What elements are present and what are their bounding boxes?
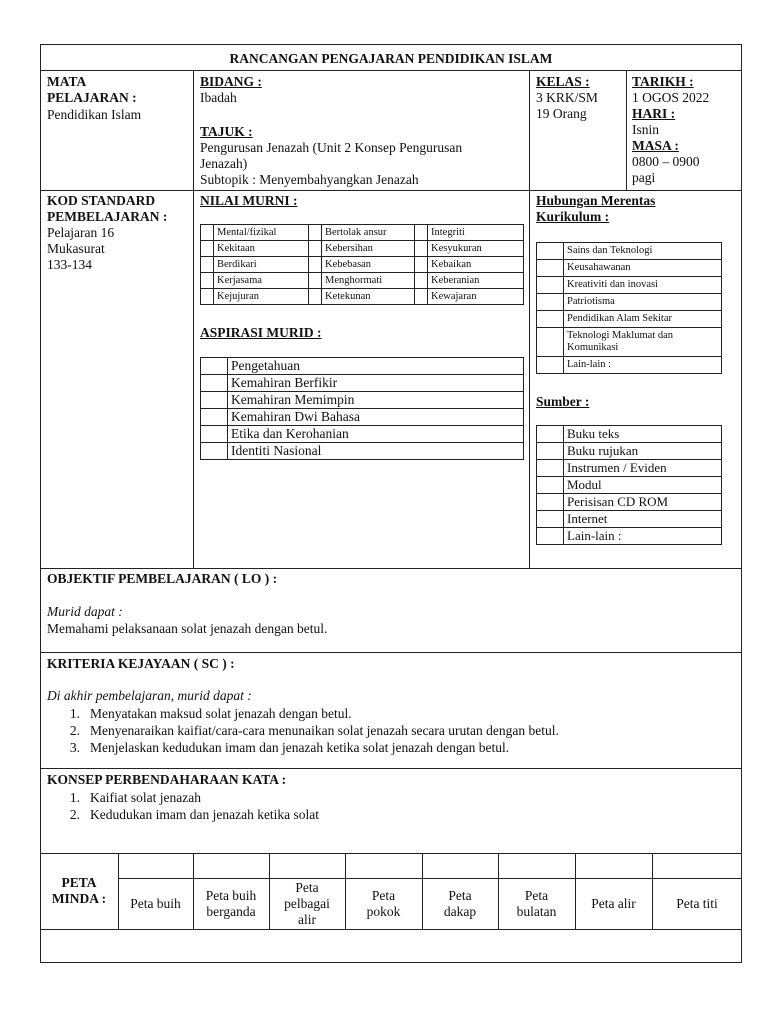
hari-value: Isnin	[632, 122, 659, 137]
aspirasi-murid-label: ASPIRASI MURID :	[200, 325, 322, 340]
table-row: Perisisan CD ROM	[537, 494, 722, 511]
peta-dakap-cell: Peta dakap	[443, 887, 477, 919]
table-row: Mental/fizikal Bertolak ansur Integriti	[201, 225, 524, 241]
peta-bulatan-cell: Peta bulatan	[516, 887, 557, 919]
list-item: 2. Kedudukan imam dan jenazah ketika solat	[69, 807, 320, 822]
tajuk-label: TAJUK :	[200, 124, 253, 139]
kriteria-list	[58, 705, 559, 756]
table-row: Etika dan Kerohanian	[201, 426, 524, 443]
tarikh-label: TARIKH :	[632, 74, 694, 89]
list-item: 3. Menjelaskan kedudukan imam dan jenazah ketika solat jenazah dengan betul.	[69, 740, 510, 755]
table-row: Kreativiti dan inovasi	[537, 277, 722, 294]
peta-alir-cell: Peta alir	[591, 895, 636, 911]
kelas-label: KELAS :	[536, 74, 590, 89]
divider	[40, 568, 742, 569]
table-row: Patriotisma	[537, 294, 722, 311]
bidang-value: Ibadah	[200, 90, 237, 105]
peta-pokok-cell: Peta pokok	[366, 887, 401, 919]
peta-buih-berganda-cell: Peta buih berganda	[205, 887, 257, 919]
divider	[40, 929, 742, 930]
masa-value-2: pagi	[632, 170, 656, 185]
mata-pelajaran-label: MATA PELAJARAN :	[47, 74, 137, 105]
table-row: Kekitaan Kebersihan Kesyukuran	[201, 241, 524, 257]
masa-label: MASA :	[632, 138, 679, 153]
konsep-list	[58, 789, 319, 823]
table-row: Kemahiran Dwi Bahasa	[201, 409, 524, 426]
page-title: RANCANGAN PENGAJARAN PENDIDIKAN ISLAM	[229, 51, 553, 66]
divider	[40, 190, 742, 191]
tarikh-value: 1 OGOS 2022	[632, 90, 710, 105]
nilai-murni-table	[200, 224, 524, 305]
tajuk-value: Pengurusan Jenazah (Unit 2 Konsep Pengurusan Jenazah) Subtopik : Menyembahyangkan Jenazah	[200, 140, 463, 187]
table-row: Lain-lain :	[537, 357, 722, 374]
table-row: Kerjasama Menghormati Keberanian	[201, 273, 524, 289]
divider	[40, 853, 742, 854]
kelas-value: 3 KRK/SM 19 Orang	[536, 90, 598, 121]
nilai-murni-label: NILAI MURNI :	[200, 193, 298, 208]
table-row: Instrumen / Eviden	[537, 460, 722, 477]
table-row: Pendidikan Alam Sekitar	[537, 311, 722, 328]
peta-pelbagai-alir-cell: Peta pelbagai alir	[284, 879, 330, 927]
list-item: 1. Kaifiat solat jenazah	[69, 790, 201, 805]
sumber-label: Sumber :	[536, 394, 590, 409]
peta-buih-cell: Peta buih	[130, 895, 181, 911]
table-row: Lain-lain :	[537, 528, 722, 545]
hari-label: HARI :	[632, 106, 676, 121]
table-row: Kemahiran Memimpin	[201, 392, 524, 409]
kriteria-intro: Di akhir pembelajaran, murid dapat :	[47, 688, 252, 703]
table-row: Identiti Nasional	[201, 443, 524, 460]
objektif-label: OBJEKTIF PEMBELAJARAN ( LO ) :	[47, 571, 278, 586]
objektif-intro: Murid dapat :	[47, 604, 123, 619]
masa-value: 0800 – 0900	[632, 154, 700, 169]
konsep-label: KONSEP PERBENDAHARAAN KATA :	[47, 772, 287, 787]
table-row: Pengetahuan	[201, 358, 524, 375]
table-row: Modul	[537, 477, 722, 494]
divider	[40, 768, 742, 769]
divider	[40, 70, 742, 71]
table-row: Kejujuran Ketekunan Kewajaran	[201, 289, 524, 305]
kod-standard-block: KOD STANDARD PEMBELAJARAN : Pelajaran 16 Mukasurat 133-134	[47, 193, 168, 272]
divider	[626, 70, 627, 190]
mata-pelajaran-value: Pendidikan Islam	[47, 107, 142, 122]
list-item: 2. Menyenaraikan kaifiat/cara-cara menunaikan solat jenazah secara urutan dengan betul.	[69, 723, 559, 738]
table-row: Keusahawanan	[537, 260, 722, 277]
aspirasi-murid-table	[200, 357, 524, 460]
peta-titi-cell: Peta titi	[676, 895, 718, 911]
divider	[529, 70, 530, 568]
objektif-text: Memahami pelaksanaan solat jenazah dengan betul.	[47, 621, 328, 636]
list-item: 1. Menyatakan maksud solat jenazah dengan betul.	[69, 706, 352, 721]
table-row: Sains dan Teknologi	[537, 243, 722, 260]
table-row: Berdikari Kebebasan Kebaikan	[201, 257, 524, 273]
table-row: Buku teks	[537, 426, 722, 443]
sumber-table	[536, 425, 722, 545]
bidang-label: BIDANG :	[200, 74, 262, 89]
divider	[40, 652, 742, 653]
table-row: Internet	[537, 511, 722, 528]
tarikh-block	[632, 74, 709, 186]
kriteria-label: KRITERIA KEJAYAAN ( SC ) :	[47, 656, 235, 671]
divider	[193, 70, 194, 568]
table-row: Teknologi Maklumat dan Komunikasi	[537, 328, 722, 357]
hubungan-merentas-table	[536, 242, 722, 374]
table-row: Kemahiran Berfikir	[201, 375, 524, 392]
peta-minda-label: PETA MINDA :	[51, 875, 107, 906]
table-row: Buku rujukan	[537, 443, 722, 460]
hubungan-merentas-label: Hubungan Merentas Kurikulum :	[536, 193, 656, 224]
